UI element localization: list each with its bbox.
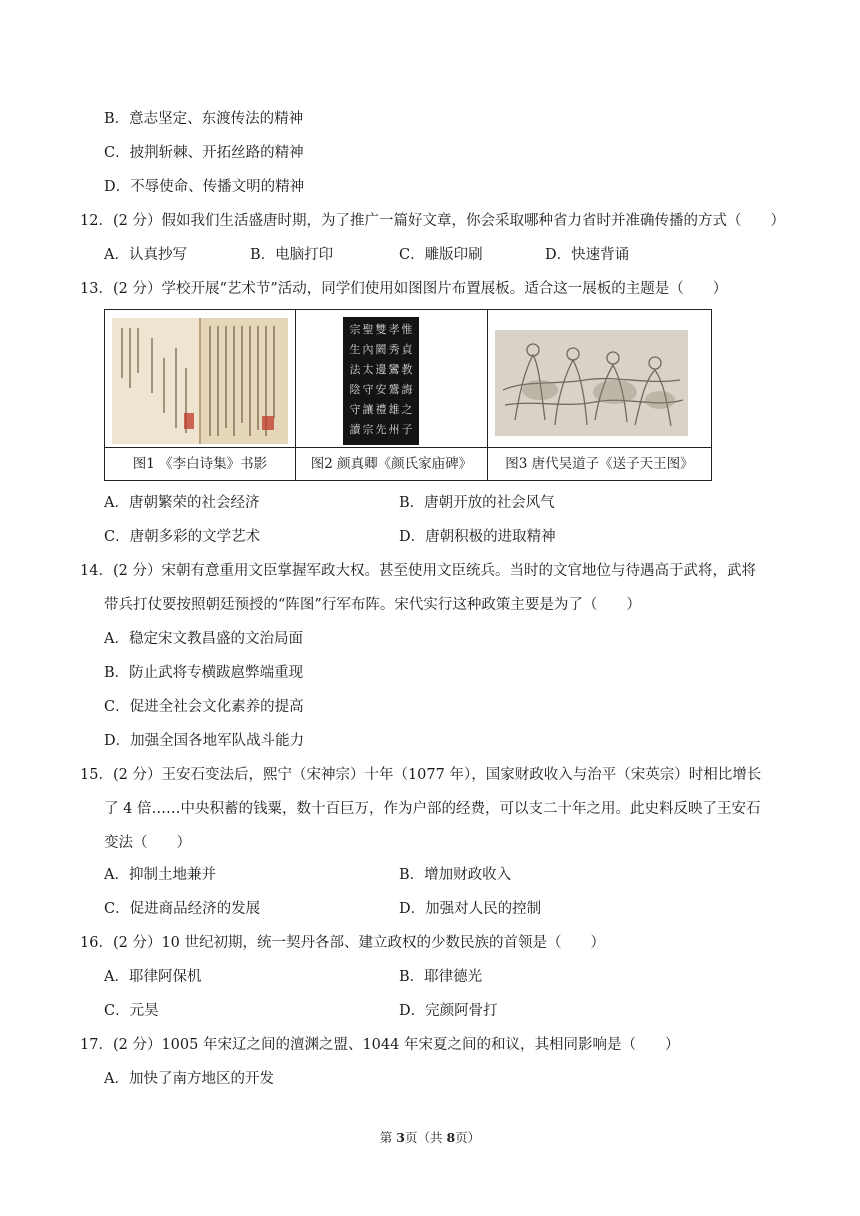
q13-option-a: A．唐朝繁荣的社会经济 [104,495,260,511]
stele-glyph: 州 [388,423,400,436]
figure-3-caption: 图3 唐代吴道子《送子天王图》 [488,447,711,480]
figure-3-cell [488,310,711,480]
figure-2-caption: 图2 颜真卿《颜氏家庙碑》 [296,447,487,480]
stele-rubbing-image [343,317,419,445]
figure-1-cell [105,310,296,480]
stele-glyph: 守 [362,383,374,396]
q16-option-a: A．耶律阿保机 [104,969,202,985]
stele-glyph: 孝 [388,323,400,336]
q11-option-b: B．意志坚定、东渡传法的精神 [104,111,304,127]
stele-glyph: 惟 [401,323,413,336]
stele-glyph: 教 [401,363,413,376]
q14-option-c: C．促进全社会文化素养的提高 [104,699,304,715]
footer-prefix: 第 [379,1130,397,1145]
q16-option-c: C．元昊 [104,1003,159,1019]
stele-glyph: 安 [375,383,387,396]
stele-glyph: 讓 [362,403,374,416]
q15-stem-line-1: 15．(2 分）王安石变法后，熙宁（宋神宗）十年（1077 年），国家财政收入与治平（宋英宗）时相比增长 [80,767,762,783]
figure-1-caption: 图1 《李白诗集》书影 [105,447,295,480]
q14-option-a: A．稳定宋文教昌盛的文治局面 [104,631,303,647]
q15-option-b: B．增加财政收入 [399,867,512,883]
q12-option-a: A．认真抄写 [104,247,187,263]
q14-stem-line-1: 14．(2 分）宋朝有意重用文臣掌握军政大权。甚至使用文臣统兵。当时的文官地位与待遇高于武将，武将 [80,563,756,579]
q15-stem-line-3: 变法（ ） [104,835,191,851]
footer-total-pages: 8 [446,1130,456,1145]
painting-image [495,330,688,436]
q11-option-d: D．不辱使命、传播文明的精神 [104,179,305,195]
stele-glyph: 闕 [375,343,387,356]
stele-glyph: 鸞 [388,363,400,376]
q13-option-b: B．唐朝开放的社会风气 [399,495,555,511]
q12-stem: 12．(2 分）假如我们生活盛唐时期，为了推广一篇好文章，你会采取哪种省力省时并准确传播的方式（ ） [80,213,785,229]
q16-option-d: D．完颜阿骨打 [399,1003,498,1019]
stele-glyph: 宗 [349,323,361,336]
q13-option-c: C．唐朝多彩的文学艺术 [104,529,261,545]
stele-glyph: 陰 [349,383,361,396]
stele-glyph: 子 [401,423,413,436]
stele-glyph: 雄 [388,403,400,416]
q14-stem-line-2: 带兵打仗要按照朝廷预授的“阵图”行军布阵。宋代实行这种政策主要是为了（ ） [104,597,641,613]
q17-stem: 17．(2 分）1005 年宋辽之间的澶渊之盟、1044 年宋夏之间的和议，其相同影响是（ ） [80,1037,680,1053]
stele-glyph: 秀 [388,343,400,356]
q17-option-a: A．加快了南方地区的开发 [104,1071,274,1087]
stele-glyph: 讀 [349,423,361,436]
q11-option-c: C．披荆斩棘、开拓丝路的精神 [104,145,304,161]
q16-option-b: B．耶律德光 [399,969,483,985]
footer-page-number: 3 [396,1130,405,1145]
stele-glyph: 法 [349,363,361,376]
stele-glyph: 之 [401,403,413,416]
poetry-book-image [112,318,288,444]
stele-glyph: 禮 [375,403,387,416]
stele-glyph: 守 [349,403,361,416]
footer-suffix: 页） [455,1130,481,1145]
q15-stem-line-2: 了 4 倍……中央积蓄的钱粟，数十百巨万，作为户部的经费，可以支二十年之用。此史料反映了王安石 [104,801,761,817]
q13-stem: 13．(2 分）学校开展“艺术节”活动，同学们使用如图图片布置展板。适合这一展板的主题是（ ） [80,281,728,297]
q14-option-b: B．防止武将专横跋扈弊端重现 [104,665,304,681]
q16-stem: 16．(2 分）10 世纪初期，统一契丹各部、建立政权的少数民族的首领是（ ） [80,935,605,951]
q15-option-d: D．加强对人民的控制 [399,901,542,917]
stele-glyph: 生 [349,343,361,356]
figure-2-cell [296,310,488,480]
stele-glyph: 太 [362,363,374,376]
q12-option-b: B．电脑打印 [250,247,334,263]
stele-glyph: 誨 [401,383,413,396]
stele-glyph: 鷟 [388,383,400,396]
stele-glyph: 先 [375,423,387,436]
q15-option-c: C．促进商品经济的发展 [104,901,261,917]
stele-glyph: 宗 [362,423,374,436]
stele-glyph: 邊 [375,363,387,376]
footer-mid: 页（共 [404,1130,447,1145]
stele-glyph: 聖 [362,323,374,336]
q14-option-d: D．加强全国各地军队战斗能力 [104,733,305,749]
q13-option-d: D．唐朝积极的进取精神 [399,529,556,545]
q12-option-c: C．雕版印刷 [399,247,483,263]
q15-option-a: A．抑制土地兼并 [104,867,216,883]
stele-glyph: 雙 [375,323,387,336]
q12-option-d: D．快速背诵 [545,247,630,263]
stele-glyph: 內 [362,343,374,356]
stele-glyph: 貞 [401,343,413,356]
page-footer [0,1128,860,1146]
q13-figure-table [104,309,712,481]
